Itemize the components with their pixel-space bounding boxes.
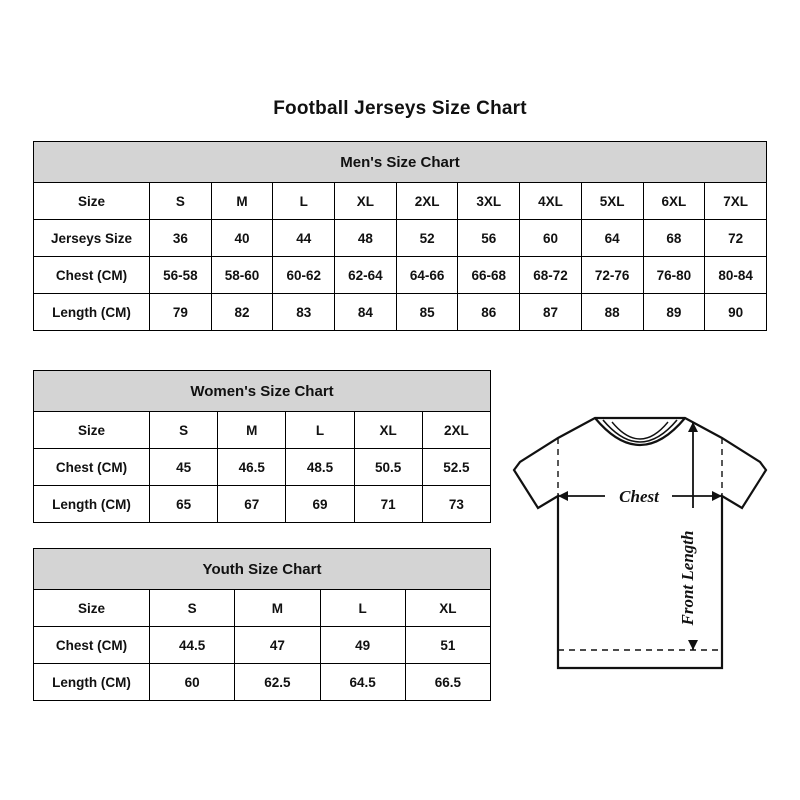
table-row [34, 183, 767, 220]
mens-table [33, 141, 767, 331]
womens-col-m: M [218, 412, 286, 449]
table-cell: 64.5 [320, 664, 405, 701]
table-cell: 72 [705, 220, 767, 257]
mens-col-3xl: 3XL [458, 183, 520, 220]
table-cell: 73 [422, 486, 490, 523]
womens-col-l: L [286, 412, 354, 449]
table-row [34, 627, 491, 664]
table-cell: 88 [581, 294, 643, 331]
table-cell: 80-84 [705, 257, 767, 294]
youth-table-title: Youth Size Chart [34, 549, 491, 590]
mens-col-l: L [273, 183, 335, 220]
youth-col-size: Size [34, 590, 150, 627]
table-cell: 82 [211, 294, 273, 331]
table-cell: 40 [211, 220, 273, 257]
collar-outer [595, 418, 685, 445]
jersey-measurement-diagram [500, 400, 780, 700]
table-cell: 48.5 [286, 449, 354, 486]
youth-col-l: L [320, 590, 405, 627]
table-cell: 69 [286, 486, 354, 523]
table-cell: 49 [320, 627, 405, 664]
mens-col-5xl: 5XL [581, 183, 643, 220]
table-cell: 51 [405, 627, 490, 664]
table-cell: 48 [335, 220, 397, 257]
youth-col-s: S [150, 590, 235, 627]
mens-col-xl: XL [335, 183, 397, 220]
page-title: Football Jerseys Size Chart [273, 98, 527, 119]
table-cell: 64-66 [396, 257, 458, 294]
table-cell: 62.5 [235, 664, 320, 701]
table-cell: 60-62 [273, 257, 335, 294]
table-cell: 64 [581, 220, 643, 257]
table-cell: 46.5 [218, 449, 286, 486]
table-cell: 79 [150, 294, 212, 331]
chest-arrow-right [712, 491, 722, 501]
table-cell: 71 [354, 486, 422, 523]
youth-col-m: M [235, 590, 320, 627]
table-cell: 68 [643, 220, 705, 257]
shirt-outline [514, 418, 766, 668]
table-cell: 56 [458, 220, 520, 257]
mens-table-title: Men's Size Chart [34, 142, 767, 183]
table-cell: 66-68 [458, 257, 520, 294]
table-row [34, 449, 491, 486]
womens-size-chart [33, 370, 491, 523]
table-row [34, 220, 767, 257]
mens-col-2xl: 2XL [396, 183, 458, 220]
table-cell: 47 [235, 627, 320, 664]
womens-row-label-length: Length (CM) [34, 486, 150, 523]
table-cell: 68-72 [520, 257, 582, 294]
youth-col-xl: XL [405, 590, 490, 627]
table-cell: 87 [520, 294, 582, 331]
womens-table-header-row [34, 371, 491, 412]
mens-col-7xl: 7XL [705, 183, 767, 220]
mens-col-s: S [150, 183, 212, 220]
table-cell: 60 [150, 664, 235, 701]
table-cell: 45 [150, 449, 218, 486]
jersey-svg [500, 400, 780, 700]
womens-table [33, 370, 491, 523]
womens-col-xl: XL [354, 412, 422, 449]
womens-col-s: S [150, 412, 218, 449]
table-cell: 85 [396, 294, 458, 331]
table-cell: 44 [273, 220, 335, 257]
mens-col-size: Size [34, 183, 150, 220]
chest-label: Chest [619, 487, 659, 506]
table-cell: 56-58 [150, 257, 212, 294]
table-row [34, 257, 767, 294]
table-cell: 90 [705, 294, 767, 331]
table-row [34, 486, 491, 523]
table-row [34, 590, 491, 627]
mens-row-label-chest: Chest (CM) [34, 257, 150, 294]
table-cell: 52 [396, 220, 458, 257]
table-cell: 86 [458, 294, 520, 331]
length-arrow-bottom [688, 640, 698, 650]
table-cell: 65 [150, 486, 218, 523]
table-row [34, 664, 491, 701]
table-row [34, 294, 767, 331]
table-cell: 36 [150, 220, 212, 257]
mens-row-label-jerseys-size: Jerseys Size [34, 220, 150, 257]
mens-row-label-length: Length (CM) [34, 294, 150, 331]
table-cell: 76-80 [643, 257, 705, 294]
mens-table-header-row [34, 142, 767, 183]
table-cell: 84 [335, 294, 397, 331]
table-cell: 52.5 [422, 449, 490, 486]
table-cell: 67 [218, 486, 286, 523]
mens-size-chart [33, 141, 767, 331]
mens-col-4xl: 4XL [520, 183, 582, 220]
womens-col-2xl: 2XL [422, 412, 490, 449]
youth-row-label-length: Length (CM) [34, 664, 150, 701]
womens-row-label-chest: Chest (CM) [34, 449, 150, 486]
table-cell: 72-76 [581, 257, 643, 294]
youth-size-chart [33, 548, 491, 701]
youth-table [33, 548, 491, 701]
table-cell: 66.5 [405, 664, 490, 701]
front-length-label: Front Length [678, 530, 697, 626]
table-cell: 62-64 [335, 257, 397, 294]
womens-col-size: Size [34, 412, 150, 449]
table-cell: 58-60 [211, 257, 273, 294]
table-cell: 50.5 [354, 449, 422, 486]
table-cell: 89 [643, 294, 705, 331]
youth-row-label-chest: Chest (CM) [34, 627, 150, 664]
table-row [34, 412, 491, 449]
womens-table-title: Women's Size Chart [34, 371, 491, 412]
table-cell: 44.5 [150, 627, 235, 664]
table-cell: 60 [520, 220, 582, 257]
mens-col-6xl: 6XL [643, 183, 705, 220]
chest-arrow-left [558, 491, 568, 501]
mens-col-m: M [211, 183, 273, 220]
table-cell: 83 [273, 294, 335, 331]
youth-table-header-row [34, 549, 491, 590]
